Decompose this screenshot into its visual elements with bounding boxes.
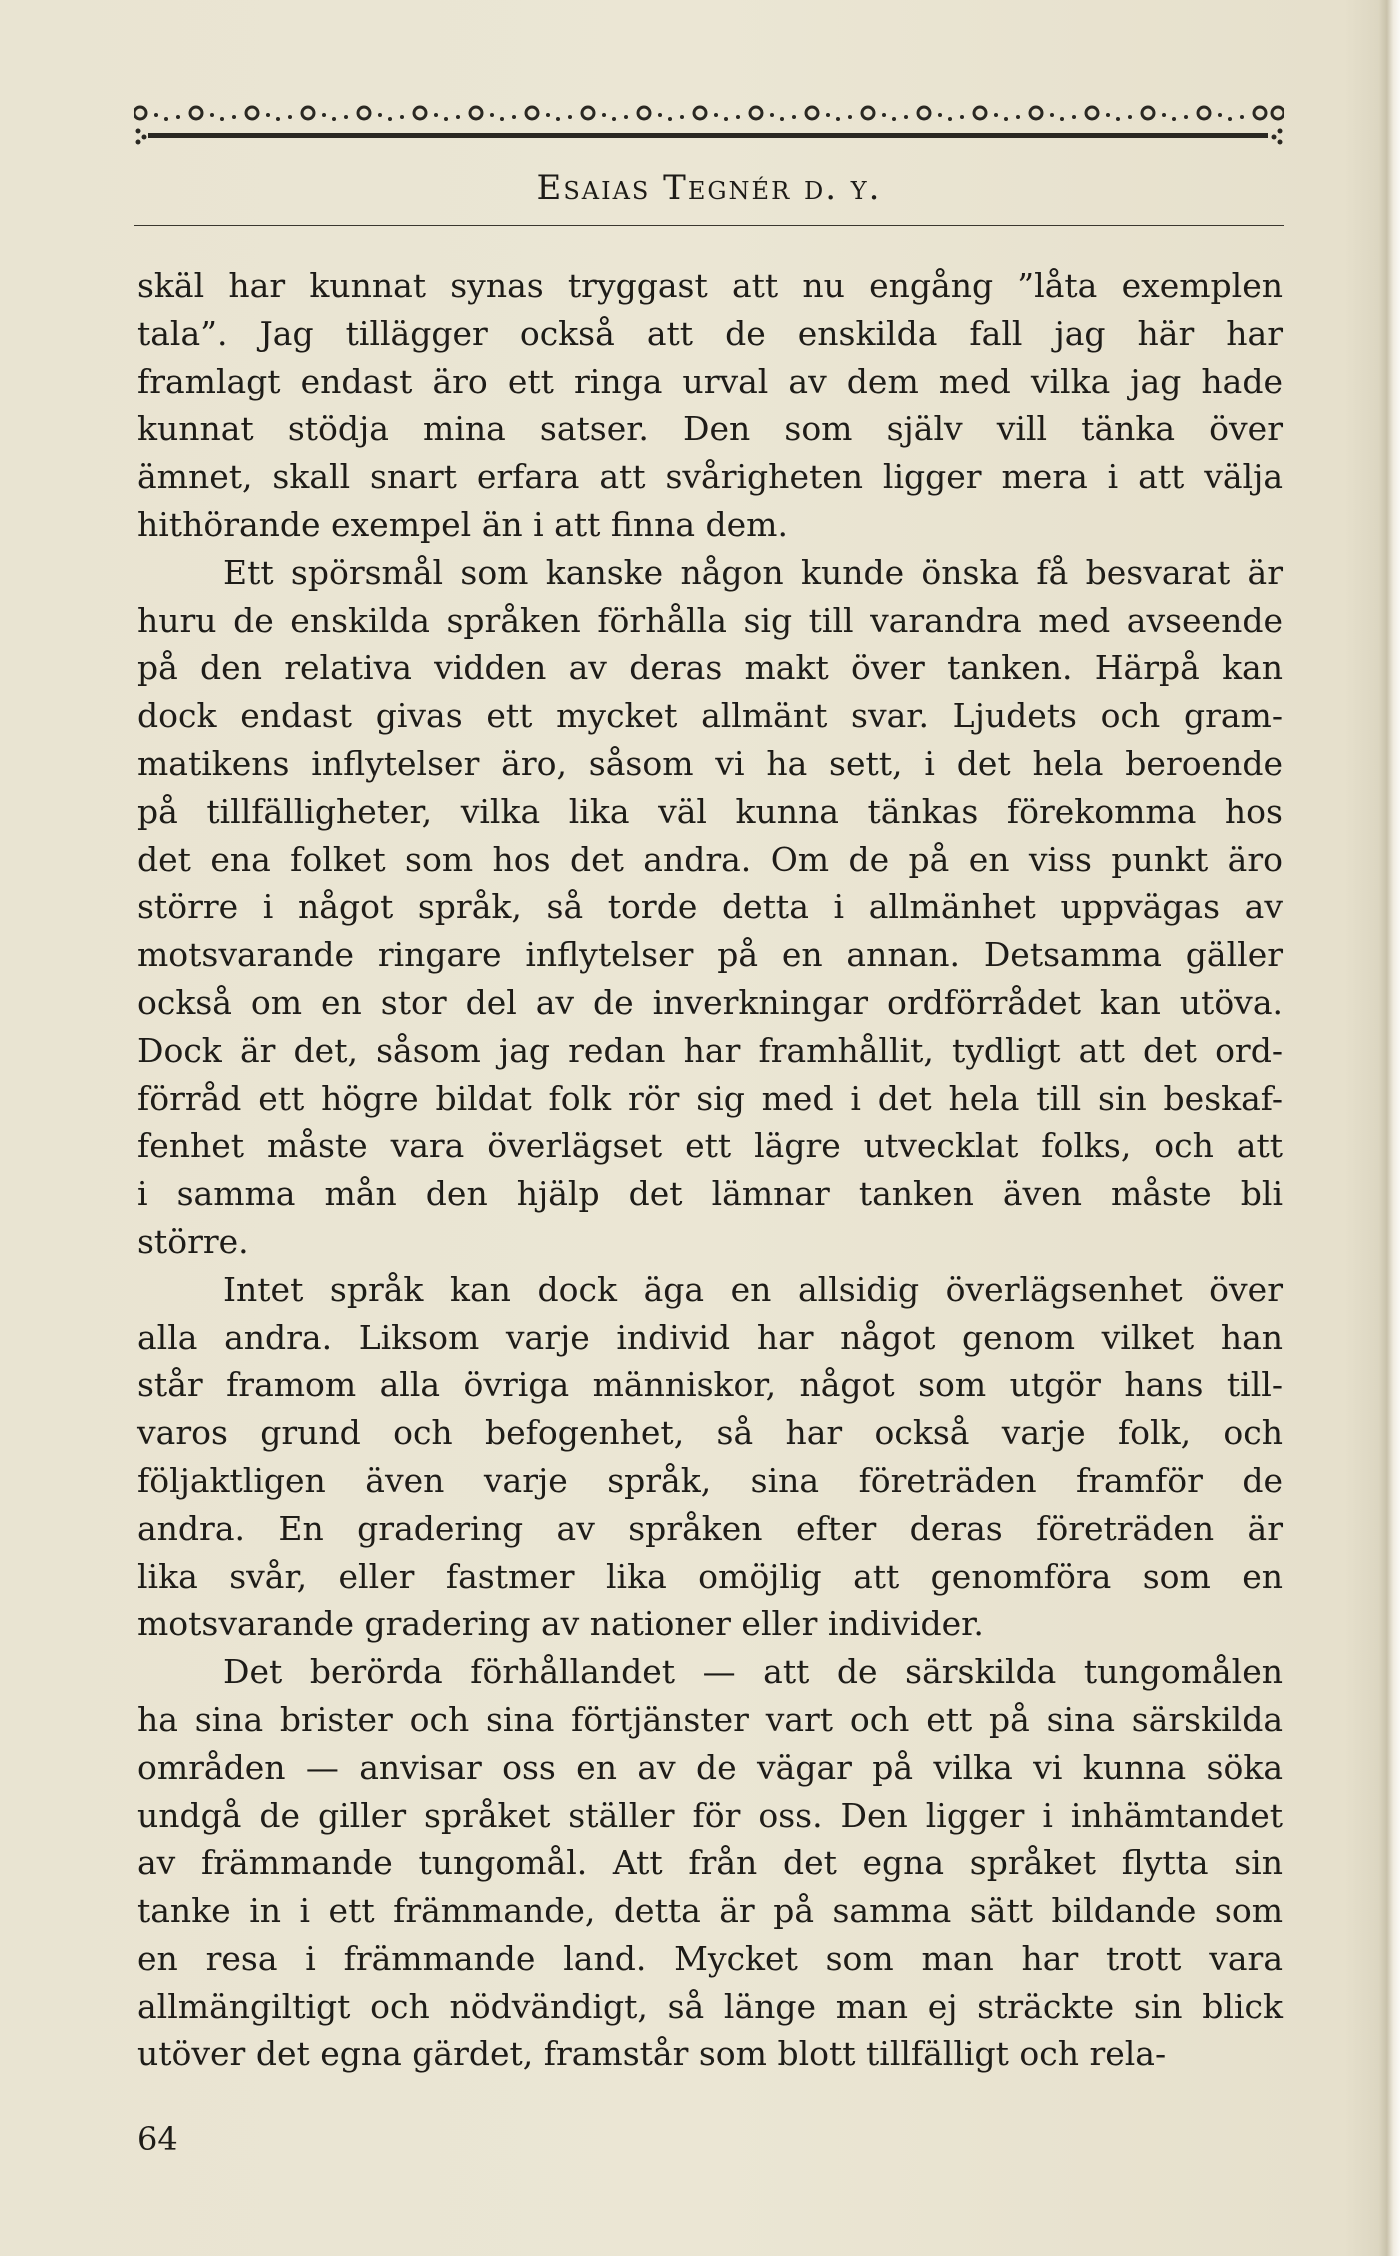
text-line: kunnat stödja mina satser. Den som själv vill tänka över bbox=[137, 409, 1283, 449]
paragraph bbox=[137, 1266, 1283, 1648]
text-line: lika svår, eller fastmer lika omöjlig att genomföra som en bbox=[137, 1556, 1283, 1596]
text-line: det ena folket som hos det andra. Om de på en viss punkt äro bbox=[137, 839, 1283, 879]
text-line: Dock är det, såsom jag redan har framhållit, tydligt att det ord- bbox=[137, 1030, 1283, 1070]
text-line: förråd ett högre bildat folk rör sig med i det hela till sin beskaf- bbox=[137, 1078, 1283, 1118]
text-line: står framom alla övriga människor, något som utgör hans till- bbox=[137, 1365, 1283, 1405]
text-line: hithörande exempel än i att finna dem. bbox=[137, 504, 788, 544]
text-line: områden — anvisar oss en av de vägar på vilka vi kunna söka bbox=[137, 1747, 1283, 1787]
text-line: framlagt endast äro ett ringa urval av dem med vilka jag hade bbox=[137, 361, 1283, 401]
running-head-text: Esaias Tegnér d. y. bbox=[536, 168, 882, 208]
paragraph bbox=[137, 262, 1283, 549]
text-line: på tillfälligheter, vilka lika väl kunna tänkas förekomma hos bbox=[137, 791, 1283, 831]
text-line: Ett spörsmål som kanske någon kunde önska få besvarat är bbox=[223, 552, 1283, 592]
paragraph bbox=[137, 1648, 1283, 2078]
text-line: fenhet måste vara överlägset ett lägre utvecklat folks, och att bbox=[137, 1126, 1283, 1166]
text-line: andra. En gradering av språken efter deras företräden är bbox=[137, 1508, 1283, 1548]
text-line: följaktligen även varje språk, sina företräden framför de bbox=[137, 1460, 1283, 1500]
text-line: på den relativa vidden av deras makt över tanken. Härpå kan bbox=[137, 648, 1283, 688]
text-line: allmängiltigt och nödvändigt, så länge man ej sträckte sin blick bbox=[137, 1986, 1283, 2026]
text-line: varos grund och befogenhet, så har också varje folk, och bbox=[137, 1413, 1283, 1453]
text-line: matikens inflytelser äro, såsom vi ha sett, i det hela beroende bbox=[137, 743, 1283, 783]
text-line: ha sina brister och sina förtjänster vart och ett på sina särskilda bbox=[137, 1699, 1283, 1739]
text-line: dock endast givas ett mycket allmänt svar. Ljudets och gram- bbox=[137, 696, 1283, 736]
text-line: tala”. Jag tillägger också att de enskilda fall jag här har bbox=[137, 313, 1283, 353]
header-rule bbox=[134, 225, 1284, 226]
text-line: ämnet, skall snart erfara att svårigheten ligger mera i att välja bbox=[137, 457, 1283, 497]
text-line: Det berörda förhållandet — att de särskilda tungomålen bbox=[223, 1652, 1283, 1692]
text-line: i samma mån den hjälp det lämnar tanken även måste bli bbox=[137, 1174, 1283, 1214]
text-line: utöver det egna gärdet, framstår som blott tillfälligt och rela- bbox=[137, 2034, 1167, 2074]
running-head bbox=[134, 168, 1284, 208]
text-line: alla andra. Liksom varje individ har något genom vilket han bbox=[137, 1317, 1283, 1357]
paragraph bbox=[137, 549, 1283, 1266]
text-line: en resa i främmande land. Mycket som man har trott vara bbox=[137, 1938, 1283, 1978]
text-line: större. bbox=[137, 1221, 249, 1261]
text-line: av främmande tungomål. Att från det egna språket flytta sin bbox=[137, 1843, 1283, 1883]
text-line: motsvarande ringare inflytelser på en annan. Detsamma gäller bbox=[137, 935, 1283, 975]
text-line: också om en stor del av de inverkningar ordförrådet kan utöva. bbox=[137, 982, 1283, 1022]
text-line: Intet språk kan dock äga en allsidig överlägsenhet över bbox=[223, 1269, 1283, 1309]
page-number: 64 bbox=[137, 2120, 178, 2158]
body-text bbox=[137, 262, 1283, 2078]
ornament-border bbox=[134, 95, 1284, 165]
text-line: huru de enskilda språken förhålla sig till varandra med avseende bbox=[137, 600, 1283, 640]
text-line: tanke in i ett främmande, detta är på samma sätt bildande som bbox=[137, 1891, 1283, 1931]
text-line: större i något språk, så torde detta i allmänhet uppvägas av bbox=[137, 887, 1283, 927]
text-line: skäl har kunnat synas tryggast att nu engång ”låta exemplen bbox=[137, 266, 1283, 305]
text-line: undgå de giller språket ställer för oss. Den ligger i inhämtandet bbox=[137, 1795, 1283, 1835]
page-edge bbox=[1378, 0, 1400, 2256]
text-line: motsvarande gradering av nationer eller individer. bbox=[137, 1604, 984, 1644]
